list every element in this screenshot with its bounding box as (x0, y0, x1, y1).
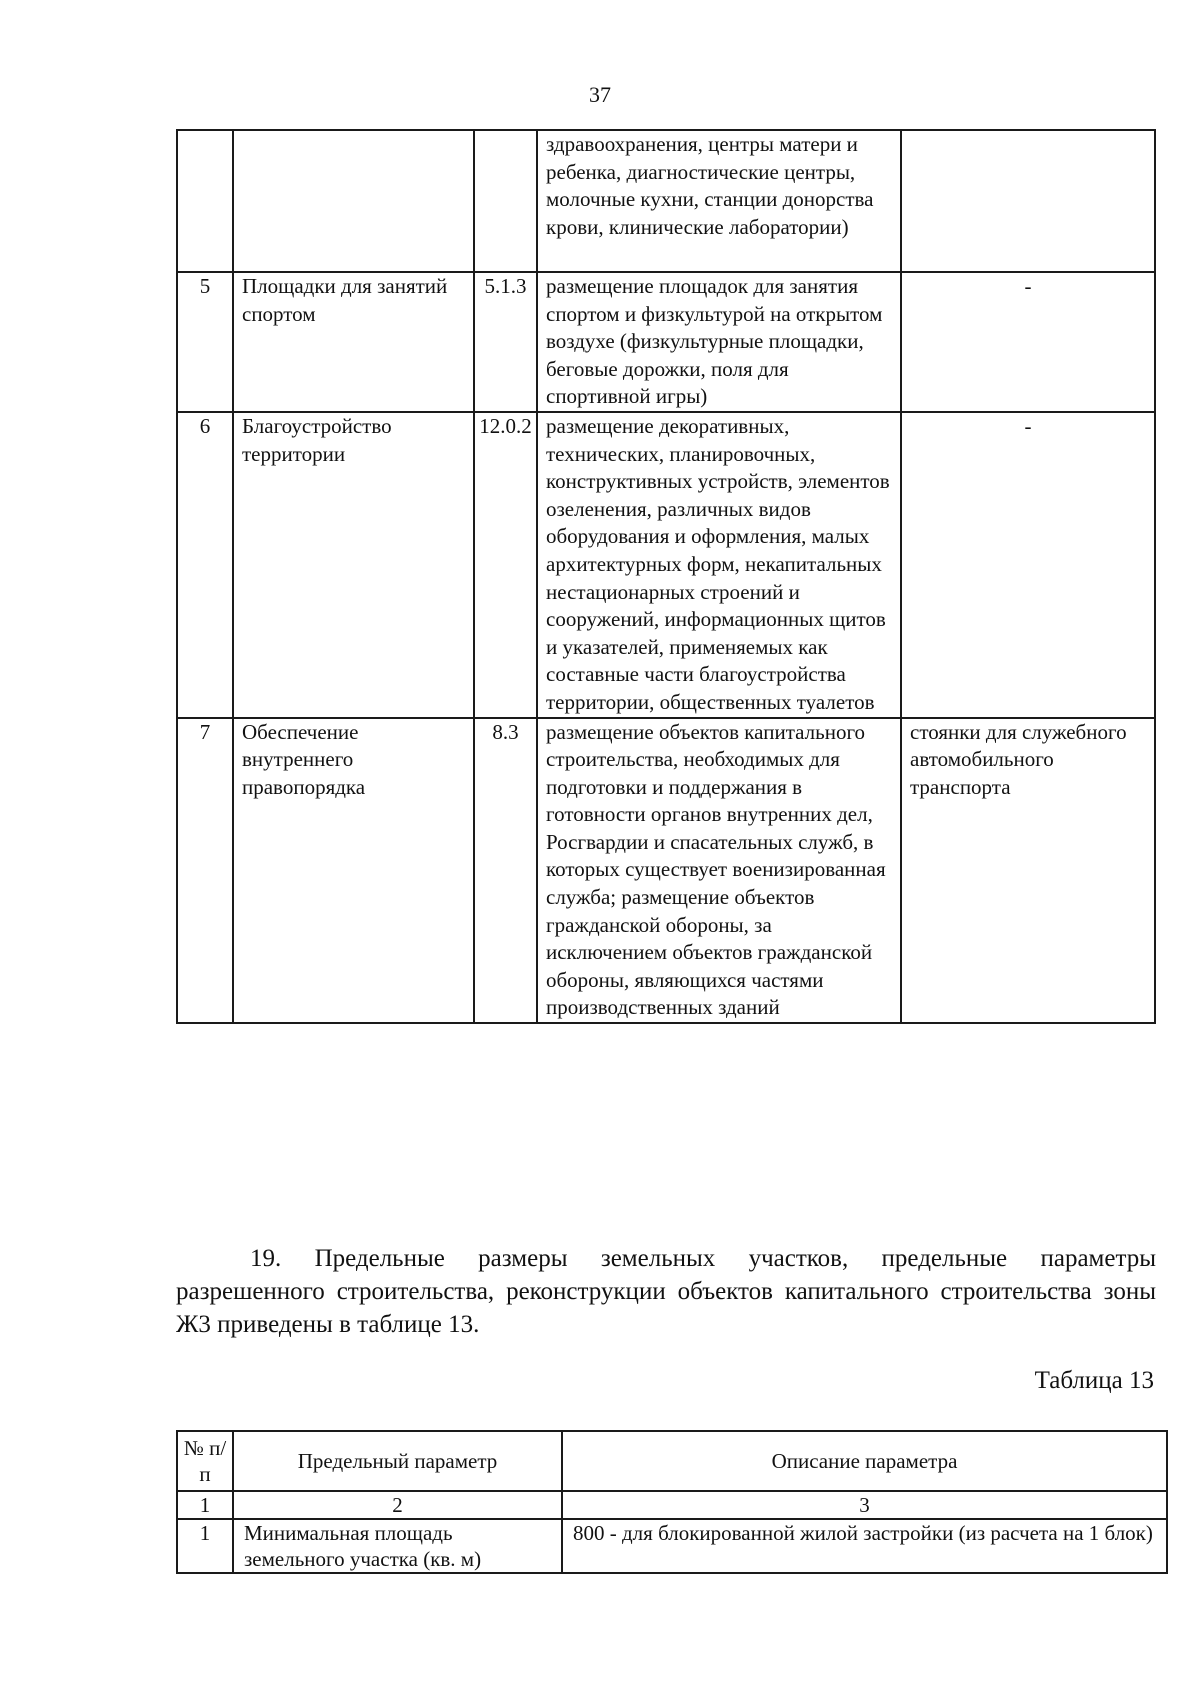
table-row (177, 412, 1155, 718)
header-desc: Описание параметра (562, 1431, 1167, 1491)
column-numbers-row (177, 1491, 1167, 1519)
limit-parameters-table (176, 1430, 1168, 1574)
row-number: 6 (177, 412, 233, 718)
table-row (177, 272, 1155, 412)
row-number: 7 (177, 718, 233, 1024)
auxiliary-use: - (901, 272, 1155, 412)
row-number: 5 (177, 272, 233, 412)
column-number: 2 (233, 1491, 562, 1519)
auxiliary-use: стоянки для служебного автомобильного транспорта (901, 718, 1155, 1024)
permitted-uses-table (176, 129, 1156, 1024)
param-description: 800 - для блокированной жилой застройки (из расчета на 1 блок) (562, 1519, 1167, 1573)
use-description: размещение площадок для занятия спортом и физкультурой на открытом воздухе (физкультурные площадки, беговые дорожки, поля для спортивной игры) (537, 272, 901, 412)
table-row (177, 130, 1155, 272)
use-code: 5.1.3 (474, 272, 537, 412)
use-code: 12.0.2 (474, 412, 537, 718)
column-number: 3 (562, 1491, 1167, 1519)
header-param: Предельный параметр (233, 1431, 562, 1491)
use-code: 8.3 (474, 718, 537, 1024)
table-row (177, 718, 1155, 1024)
paragraph-rest: разрешенного строительства, реконструкции объектов капитального строительства зоны Ж3 приведены в таблице 13. (176, 1278, 1156, 1338)
table-header-row (177, 1431, 1167, 1491)
use-name: Обеспечение внутреннего правопорядка (233, 718, 474, 1024)
page-number: 37 (589, 82, 611, 107)
row-number: 1 (177, 1519, 233, 1573)
row-number (177, 130, 233, 272)
auxiliary-use (901, 130, 1155, 272)
auxiliary-use: - (901, 412, 1155, 718)
param-name: Минимальная площадь земельного участка (кв. м) (233, 1519, 562, 1573)
use-name: Благоустройство территории (233, 412, 474, 718)
column-number: 1 (177, 1491, 233, 1519)
table-caption: Таблица 13 (1034, 1367, 1154, 1394)
header-num: № п/п (177, 1431, 233, 1491)
paragraph-first-line: 19. Предельные размеры земельных участков, предельные параметры (250, 1245, 1156, 1272)
use-code (474, 130, 537, 272)
use-description: размещение декоративных, технических, планировочных, конструктивных устройств, элементов озеленения, различных видов оборудования и оформления, малых архитектурных форм, некапитальных нестационарных строений и сооружений, информационных щитов и указателей, применяемых как составные части благоустройства территории, общественных туалетов (537, 412, 901, 718)
use-description: здравоохранения, центры матери и ребенка, диагностические центры, молочные кухни, станции донорства крови, клинические лаборатории) (537, 130, 901, 272)
table-row (177, 1519, 1167, 1573)
use-name: Площадки для занятий спортом (233, 272, 474, 412)
use-description: размещение объектов капитального строительства, необходимых для подготовки и поддержания в готовности органов внутренних дел, Росгвардии и спасательных служб, в которых существует военизированная служба; размещение объектов гражданской обороны, за исключением объектов гражданской обороны, являющихся частями производственных зданий (537, 718, 901, 1024)
use-name (233, 130, 474, 272)
section-paragraph (176, 1242, 1156, 1341)
